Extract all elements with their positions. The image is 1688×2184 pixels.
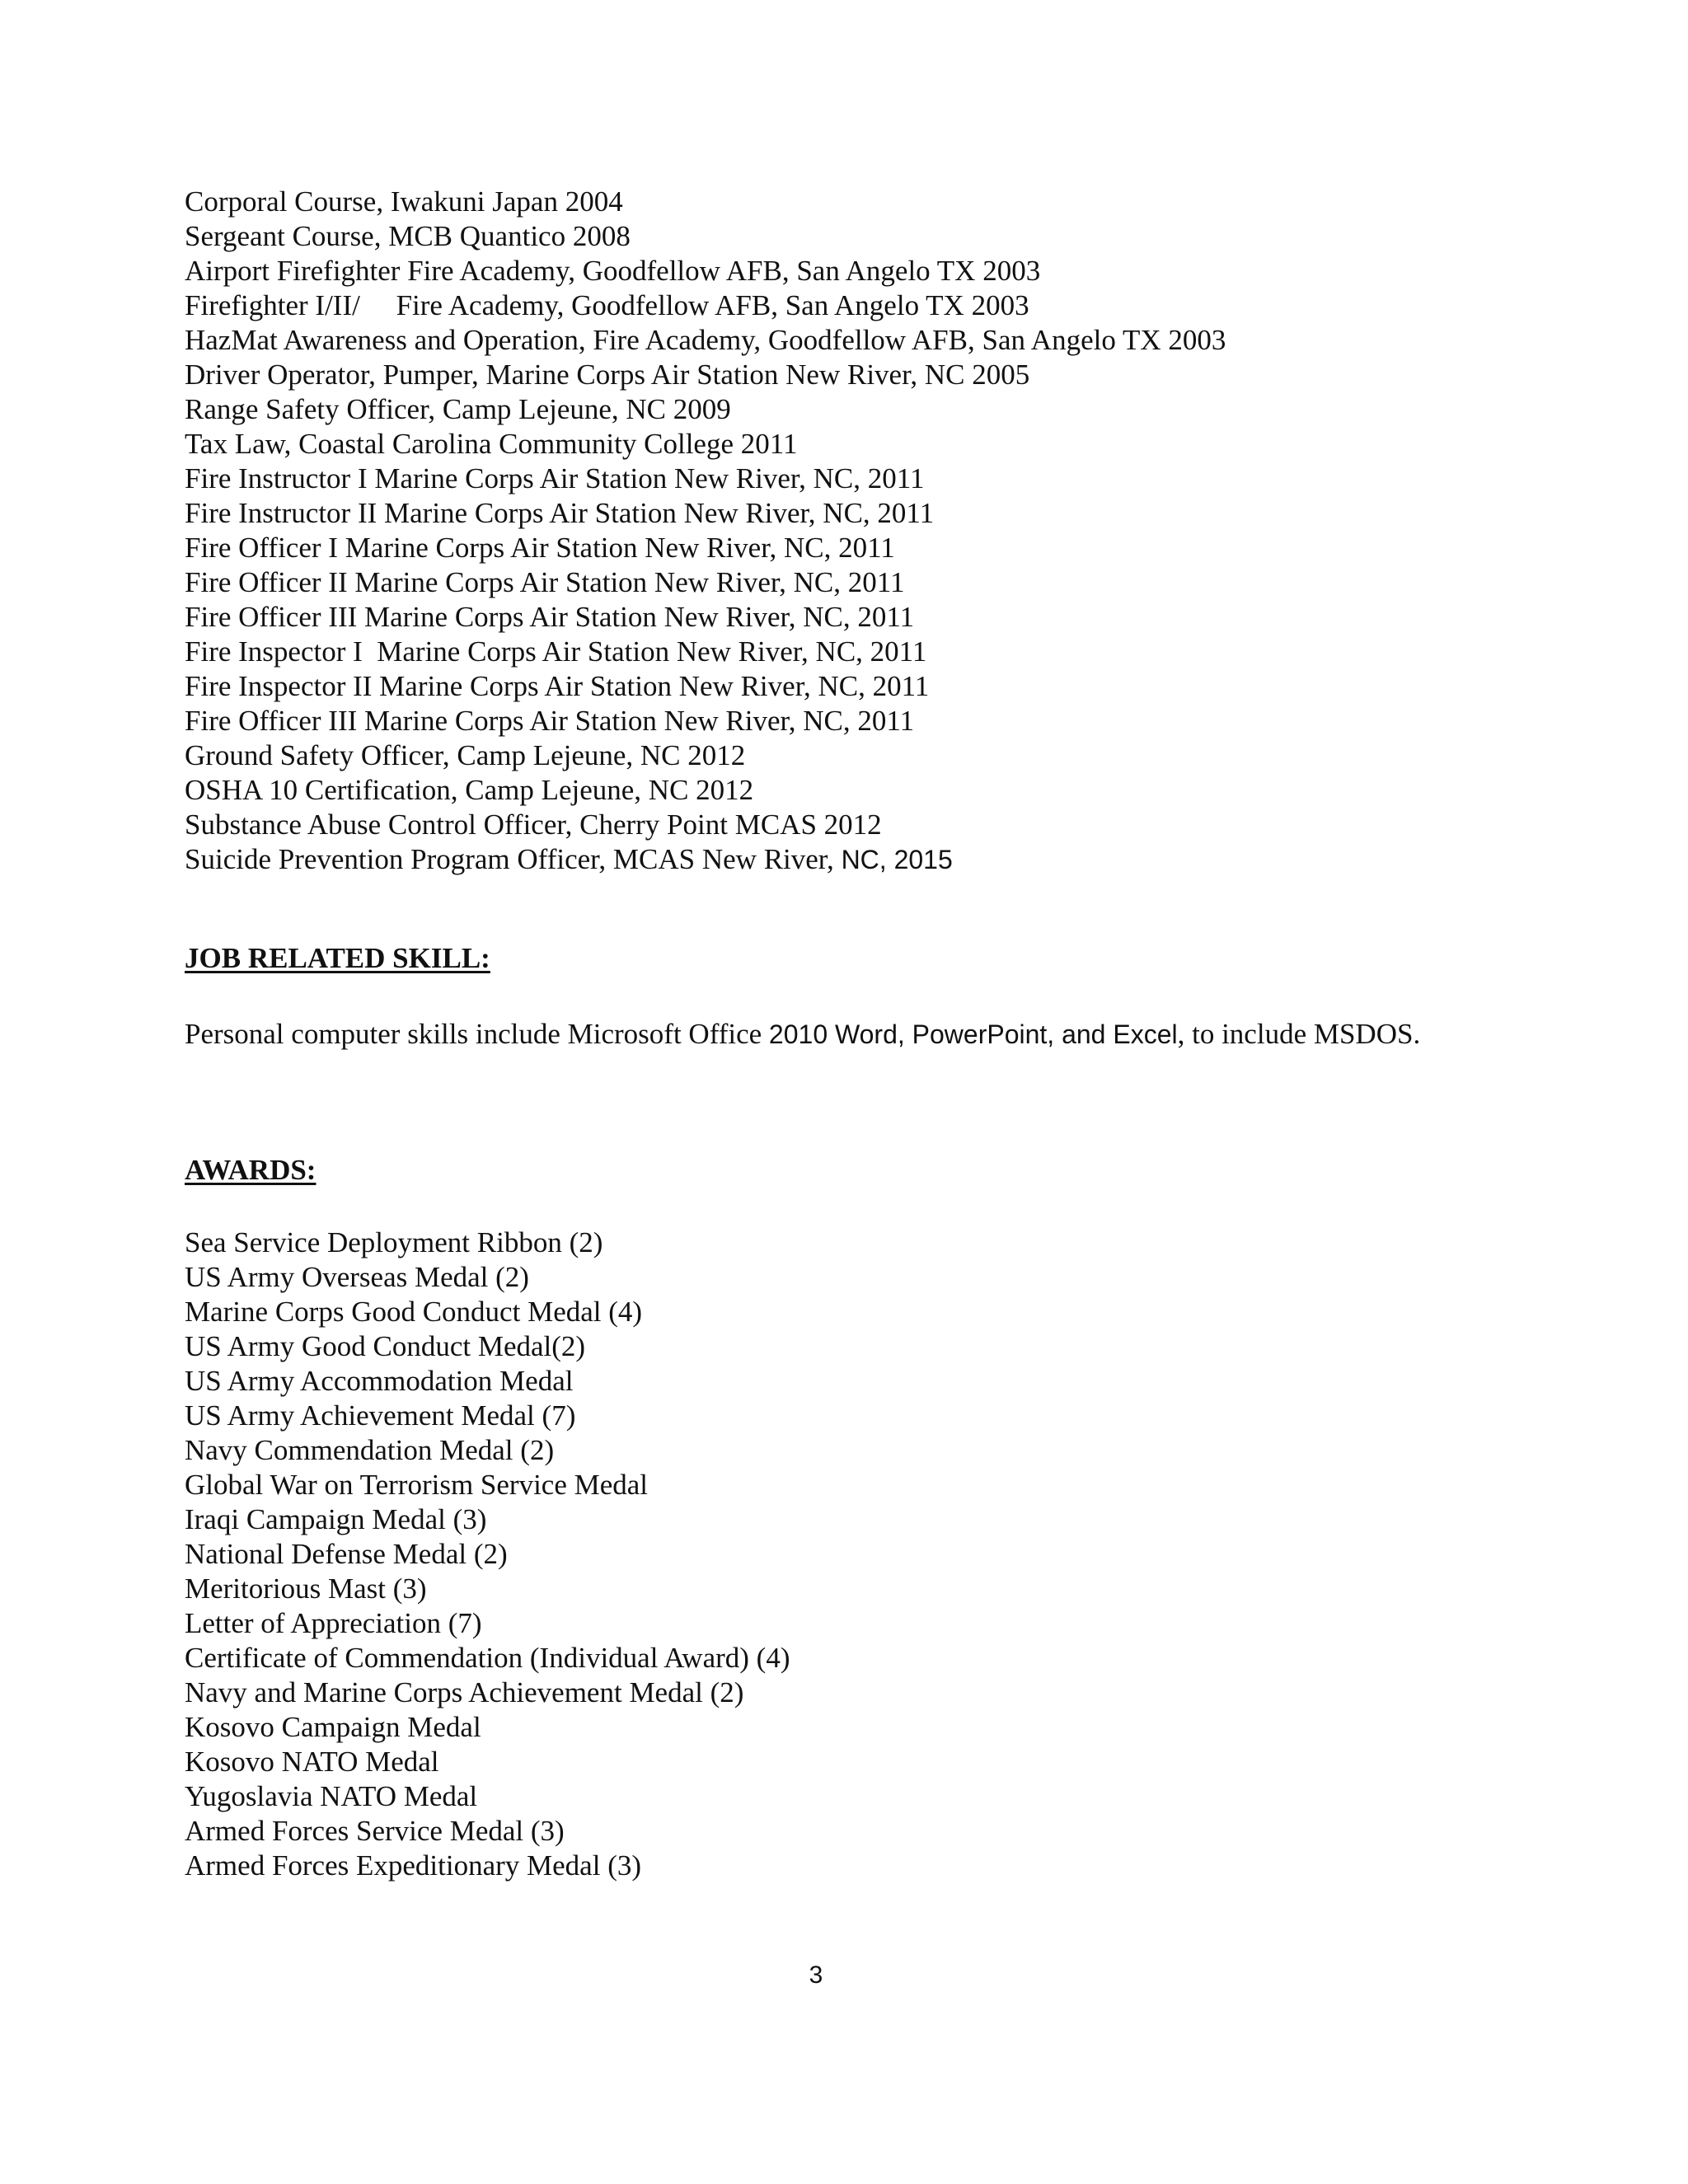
award-item: Kosovo Campaign Medal xyxy=(185,1711,481,1743)
training-item: Fire Officer III Marine Corps Air Station New River, NC, 2011 xyxy=(185,601,915,633)
training-item: Tax Law, Coastal Carolina Community College 2011 xyxy=(185,428,798,460)
award-item: Letter of Appreciation (7) xyxy=(185,1607,482,1639)
training-item: Corporal Course, Iwakuni Japan 2004 xyxy=(185,185,623,218)
training-item: Firefighter I/II/ Fire Academy, Goodfellow AFB, San Angelo TX 2003 xyxy=(185,289,1029,321)
skills-text-part1: Personal computer skills include Microsoft Office xyxy=(185,1018,769,1050)
training-item: Sergeant Course, MCB Quantico 2008 xyxy=(185,220,631,252)
training-list xyxy=(185,185,1226,877)
training-item: Fire Instructor II Marine Corps Air Station New River, NC, 2011 xyxy=(185,497,935,529)
training-item-last xyxy=(185,842,1226,877)
award-item: Iraqi Campaign Medal (3) xyxy=(185,1503,487,1535)
training-item-last-serif: Suicide Prevention Program Officer, MCAS New River, xyxy=(185,843,842,875)
job-related-skill-heading: JOB RELATED SKILL: xyxy=(185,942,490,974)
awards-list xyxy=(185,1226,790,1883)
award-item: Certificate of Commendation (Individual Award) (4) xyxy=(185,1642,790,1674)
skills-text-part3: , to include MSDOS. xyxy=(1177,1018,1421,1050)
skills-paragraph xyxy=(185,1014,1503,1055)
award-item: Yugoslavia NATO Medal xyxy=(185,1780,478,1812)
training-item: Ground Safety Officer, Camp Lejeune, NC 2012 xyxy=(185,739,746,771)
skills-text-part2: 2010 Word, PowerPoint, and Excel xyxy=(768,1019,1178,1049)
award-item: US Army Overseas Medal (2) xyxy=(185,1261,529,1293)
award-item: Marine Corps Good Conduct Medal (4) xyxy=(185,1296,643,1328)
training-item: Range Safety Officer, Camp Lejeune, NC 2009 xyxy=(185,393,731,425)
award-item: Armed Forces Expeditionary Medal (3) xyxy=(185,1849,642,1882)
award-item: US Army Good Conduct Medal(2) xyxy=(185,1330,586,1362)
award-item: Sea Service Deployment Ribbon (2) xyxy=(185,1226,603,1258)
training-item: Fire Officer II Marine Corps Air Station New River, NC, 2011 xyxy=(185,566,905,598)
training-item: Substance Abuse Control Officer, Cherry Point MCAS 2012 xyxy=(185,808,882,841)
training-item: Fire Inspector I Marine Corps Air Station New River, NC, 2011 xyxy=(185,635,927,668)
page-number: 3 xyxy=(809,1961,823,1989)
award-item: National Defense Medal (2) xyxy=(185,1538,508,1570)
award-item: US Army Achievement Medal (7) xyxy=(185,1399,576,1432)
training-item: Fire Officer I Marine Corps Air Station New River, NC, 2011 xyxy=(185,532,895,564)
training-item: OSHA 10 Certification, Camp Lejeune, NC 2012 xyxy=(185,774,754,806)
training-item: Fire Inspector II Marine Corps Air Station New River, NC, 2011 xyxy=(185,670,930,702)
training-item: Driver Operator, Pumper, Marine Corps Air Station New River, NC 2005 xyxy=(185,359,1030,391)
award-item: Navy Commendation Medal (2) xyxy=(185,1434,555,1466)
training-item: Airport Firefighter Fire Academy, Goodfellow AFB, San Angelo TX 2003 xyxy=(185,255,1041,287)
award-item: Kosovo NATO Medal xyxy=(185,1746,439,1778)
training-item: Fire Officer III Marine Corps Air Station New River, NC, 2011 xyxy=(185,705,915,737)
award-item: Meritorious Mast (3) xyxy=(185,1572,427,1605)
award-item: Navy and Marine Corps Achievement Medal (2) xyxy=(185,1676,744,1708)
awards-heading: AWARDS: xyxy=(185,1154,316,1186)
award-item: Armed Forces Service Medal (3) xyxy=(185,1815,565,1847)
award-item: US Army Accommodation Medal xyxy=(185,1365,574,1397)
training-item-last-sans: NC, 2015 xyxy=(841,845,953,874)
training-item: HazMat Awareness and Operation, Fire Academy, Goodfellow AFB, San Angelo TX 2003 xyxy=(185,324,1226,356)
training-item: Fire Instructor I Marine Corps Air Station New River, NC, 2011 xyxy=(185,462,925,494)
award-item: Global War on Terrorism Service Medal xyxy=(185,1469,649,1501)
